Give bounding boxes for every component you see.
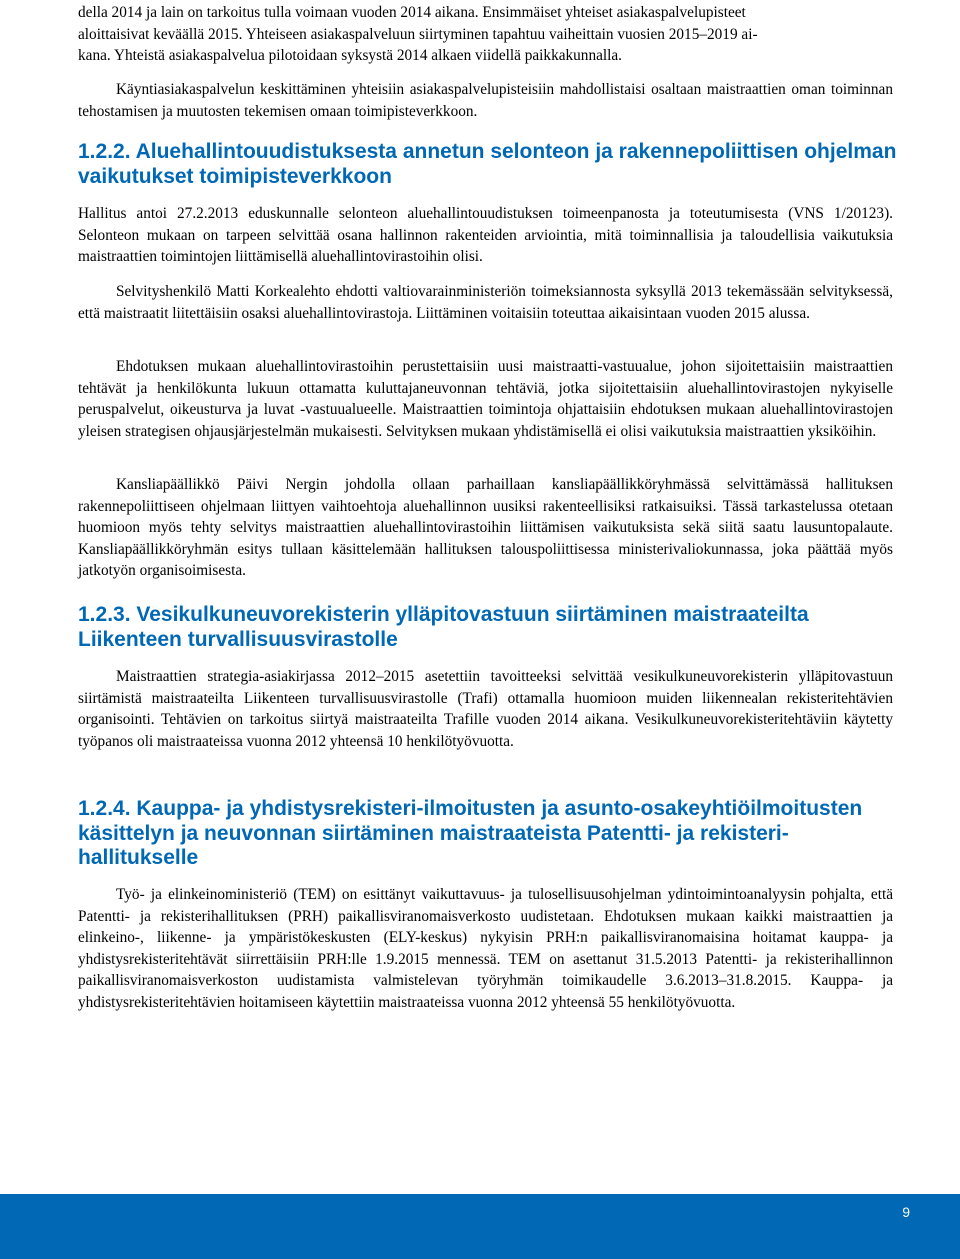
section-1-2-4-heading	[78, 797, 898, 871]
intro-line: kana. Yhteistä asiakaspalvelua pilotoidaan syksystä 2014 alkaen viidellä paikkakunnalla.	[78, 47, 623, 65]
section-1-2-2-paragraph-2: Selvityshenkilö Matti Korkealehto ehdotti valtiovarainministeriön toimeksiannosta syksyllä 2013 tekemässään selvityksessä, että maistraatit liitettäisiin osaksi aluehallintovirastoja. Liittäminen voitaisiin toteuttaa aikaisintaan vuoden 2015 alussa.	[78, 283, 893, 322]
intro-paragraph	[78, 2, 893, 67]
section-number: 1.2.3.	[78, 603, 131, 626]
section-number: 1.2.2.	[78, 140, 131, 163]
section-1-2-3-paragraph-1: Maistraattien strategia-asiakirjassa 2012–2015 asetettiin tavoitteeksi selvittää vesikulkuneuvorekisterin ylläpitovastuun siirtämistä maistraateilta Liikenteen turvallisuusvirastolle (Trafi) ottamalla huomioon muiden liikennealan rekisteritehtävien organisointi. Tehtävien on tarkoitus siirtyä maistraateilta Trafille vuoden 2014 aikana. Vesikulkuneuvorekisteritehtäviin käytetty työpanos oli maistraateissa vuonna 2012 yhteensä 10 henkilötyövuotta.	[78, 668, 893, 750]
section-1-2-2-paragraph-4: Kansliapäällikkö Päivi Nergin johdolla ollaan parhaillaan kansliapäällikköryhmässä selvittämässä hallituksen rakennepoliittiseen ohjelmaan liittyen vaihtoehtoja aluehallinnon uusiksi rakenteellisiksi ratkaisuiksi. Tässä tarkastelussa otetaan huomioon myös tehty selvitys maistraattien aluehallintovirastoihin liittämisen vaikutuksista sekä siitä saatu lausuntopalaute. Kansliapäällikköryhmän esitys tullaan käsittelemään hallituksen talouspoliittisessa ministerivaliokunnassa, joka päättää myös jatkotyön organisoimisesta.	[78, 476, 893, 580]
section-1-2-2-heading	[78, 140, 898, 189]
section-1-2-2-paragraph-1: Hallitus antoi 27.2.2013 eduskunnalle selonteon aluehallintouudistuksen toimeenpanosta ja toteutumisesta (VNS 1/20123). Selonteon mukaan on tarpeen selvittää osana hallinnon rakenteiden arviointia, mitä toiminnallisia ja taloudellisia vaikutuksia maistraattien toimintojen liittämisellä aluehallintovirastoihin olisi.	[78, 205, 893, 266]
section-number: 1.2.4.	[78, 797, 131, 820]
section-1-2-3-heading	[78, 603, 898, 652]
section-title: Vesikulkuneuvorekisterin ylläpitovastuun siirtäminen maistraateilta Liikenteen turvallisuusvirastolle	[78, 603, 809, 651]
page-number: 9	[902, 1204, 910, 1220]
section-1-2-2-paragraph-3: Ehdotuksen mukaan aluehallintovirastoihin perustettaisiin uusi maistraatti-vastuualue, johon sijoitettaisiin maistraattien tehtävät ja henkilökunta lukuun ottamatta kuluttajaneuvonnan tehtäviä, jotka sijoitettaisiin aluehallintovirastojen nykyiselle peruspalvelut, oikeusturva ja luvat -vastuualueelle. Maistraattien toimintoja ohjattaisiin ehdotuksen mukaan aluehallintovirastojen yleisen strategisen ohjausjärjestelmän mukaisesti. Selvityksen mukaan yhdistämisellä ei olisi vaikutuksia maistraattien yksiköihin.	[78, 358, 893, 440]
intro-paragraph-2: Käyntiasiakaspalvelun keskittäminen yhteisiin asiakaspalvelupisteisiin mahdollistaisi osaltaan maistraattien oman toiminnan tehostamisen ja muutosten tekemisen omaan toimipisteverkkoon.	[78, 81, 893, 120]
footer-bar	[0, 1194, 960, 1259]
intro-line: aloittaisivat keväällä 2015. Yhteiseen asiakaspalveluun siirtyminen tapahtuu vaiheittain vuosien 2015–2019 ai-	[78, 25, 758, 43]
section-title: Aluehallintouudistuksesta annetun selonteon ja rakennepoliittisen ohjelman vaikutukset toimipisteverkkoon	[78, 140, 897, 188]
intro-line: della 2014 ja lain on tarkoitus tulla voimaan vuoden 2014 aikana. Ensimmäiset yhteiset asiakaspalvelupisteet	[78, 4, 746, 21]
section-1-2-4-paragraph-1: Työ- ja elinkeinoministeriö (TEM) on esittänyt vaikuttavuus- ja tulosellisuusohjelman ydintoimintoanalyysin pohjalta, että Patentti- ja rekisterihallituksen (PRH) paikallisviranomaisverkosto uudistetaan. Ehdotuksen mukaan kaikki maistraattien ja elinkeino-, liikenne- ja ympäristökeskusten (ELY-keskus) nykyisin PRH:n paikallisviranomaisina hoitamat kauppa- ja yhdistysrekisteritehtävät siirrettäisiin PRH:lle 1.9.2015 mennessä. TEM on asettanut 31.5.2013 Patentti- ja rekisterihallinnon paikallisviranomaisverkoston uudistamista valmistelevan työryhmän toimikaudelle 3.6.2013–31.8.2015. Kauppa- ja yhdistysrekisteritehtävien hoitamiseen käytettiin maistraateissa vuonna 2012 yhteensä 55 henkilötyövuotta.	[78, 886, 893, 1011]
section-title: Kauppa- ja yhdistysrekisteri-ilmoitusten ja asunto-osakeyhtiöilmoitusten käsittelyn ja neuvonnan siirtäminen maistraateista Patentti- ja rekisterihallitukselle	[78, 797, 863, 869]
